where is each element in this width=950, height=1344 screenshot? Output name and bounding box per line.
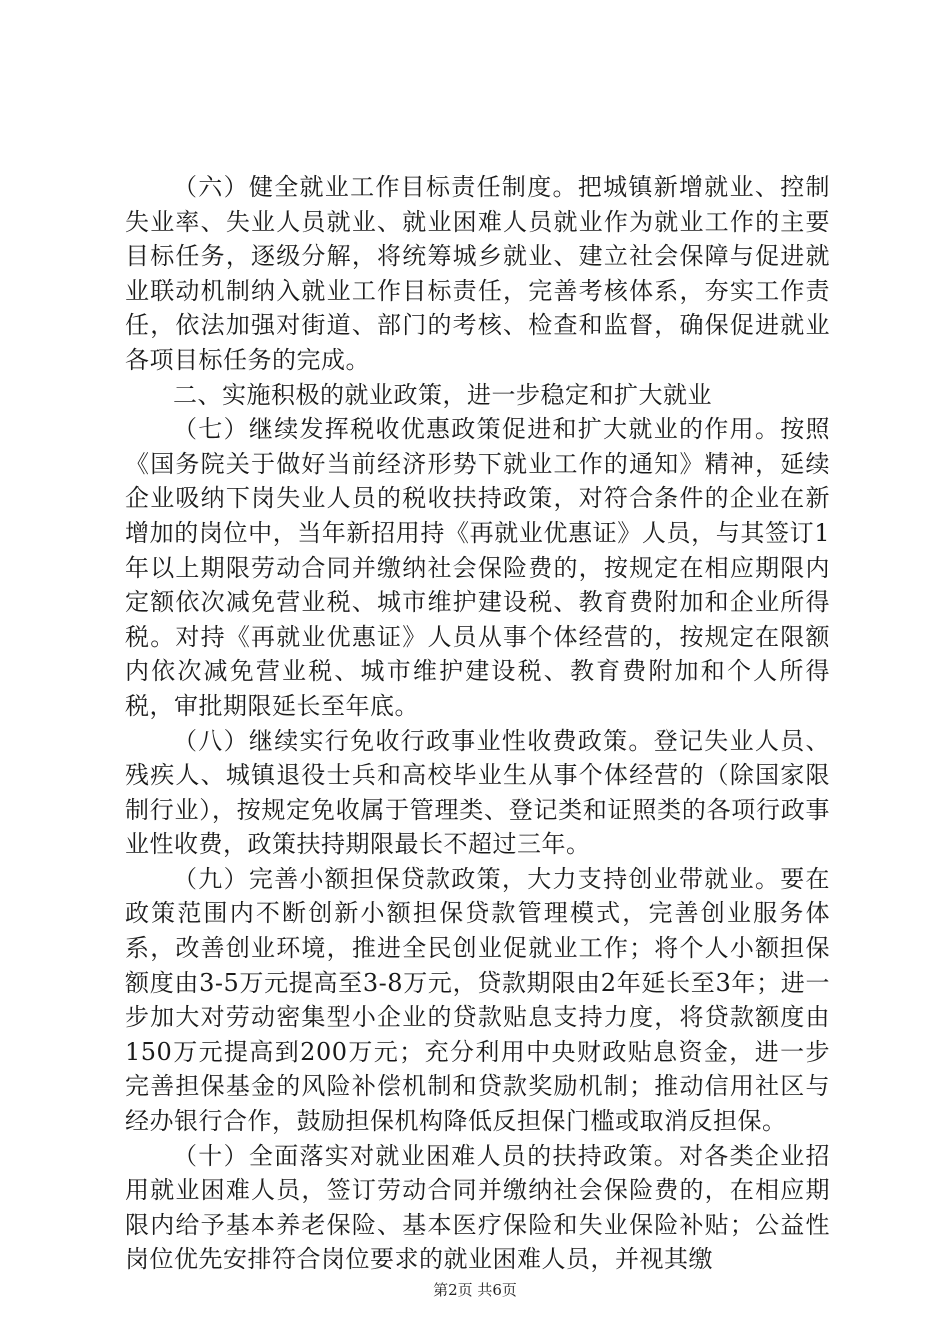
paragraph-eight: （八）继续实行免收行政事业性收费政策。登记失业人员、残疾人、城镇退役士兵和高校毕业生从事个体经营的（除国家限制行业），按规定免收属于管理类、登记类和证照类的各项行政事业性收费，政策扶持期限最长不超过三年。 [125, 726, 830, 859]
document-body [125, 170, 830, 1277]
paragraph-seven: （七）继续发挥税收优惠政策促进和扩大就业的作用。按照《国务院关于做好当前经济形势下就业工作的通知》精神，延续企业吸纳下岗失业人员的税收扶持政策，对符合条件的企业在新增加的岗位中，当年新招用持《再就业优惠证》人员，与其签订1年以上期限劳动合同并缴纳社会保险费的，按规定在相应期限内定额依次减免营业税、城市维护建设税、教育费附加和企业所得税。对持《再就业优惠证》人员从事个体经营的，按规定在限额内依次减免营业税、城市维护建设税、教育费附加和个人所得税，审批期限延长至年底。 [125, 415, 830, 720]
section-heading-two: 二、实施积极的就业政策，进一步稳定和扩大就业 [173, 380, 712, 409]
paragraph-six: （六）健全就业工作目标责任制度。把城镇新增就业、控制失业率、失业人员就业、就业困难人员就业作为就业工作的主要目标任务，逐级分解，将统筹城乡就业、建立社会保障与促进就业联动机制纳入就业工作目标责任，完善考核体系，夯实工作责任，依法加强对街道、部门的考核、检查和监督，确保促进就业各项目标任务的完成。 [125, 173, 830, 374]
paragraph-ten: （十）全面落实对就业困难人员的扶持政策。对各类企业招用就业困难人员，签订劳动合同并缴纳社会保险费的，在相应期限内给予基本养老保险、基本医疗保险和失业保险补贴；公益性岗位优先安排符合岗位要求的就业困难人员，并视其缴 [125, 1141, 830, 1274]
paragraph-nine: （九）完善小额担保贷款政策，大力支持创业带就业。要在政策范围内不断创新小额担保贷款管理模式，完善创业服务体系，改善创业环境，推进全民创业促就业工作；将个人小额担保额度由3-5万元提高至3-8万元，贷款期限由2年延长至3年；进一步加大对劳动密集型小企业的贷款贴息支持力度，将贷款额度由150万元提高到200万元；充分利用中央财政贴息资金，进一步完善担保基金的风险补偿机制和贷款奖励机制；推动信用社区与经办银行合作，鼓励担保机构降低反担保门槛或取消反担保。 [125, 864, 830, 1136]
page-footer: 第2页 共6页 [433, 1281, 517, 1299]
